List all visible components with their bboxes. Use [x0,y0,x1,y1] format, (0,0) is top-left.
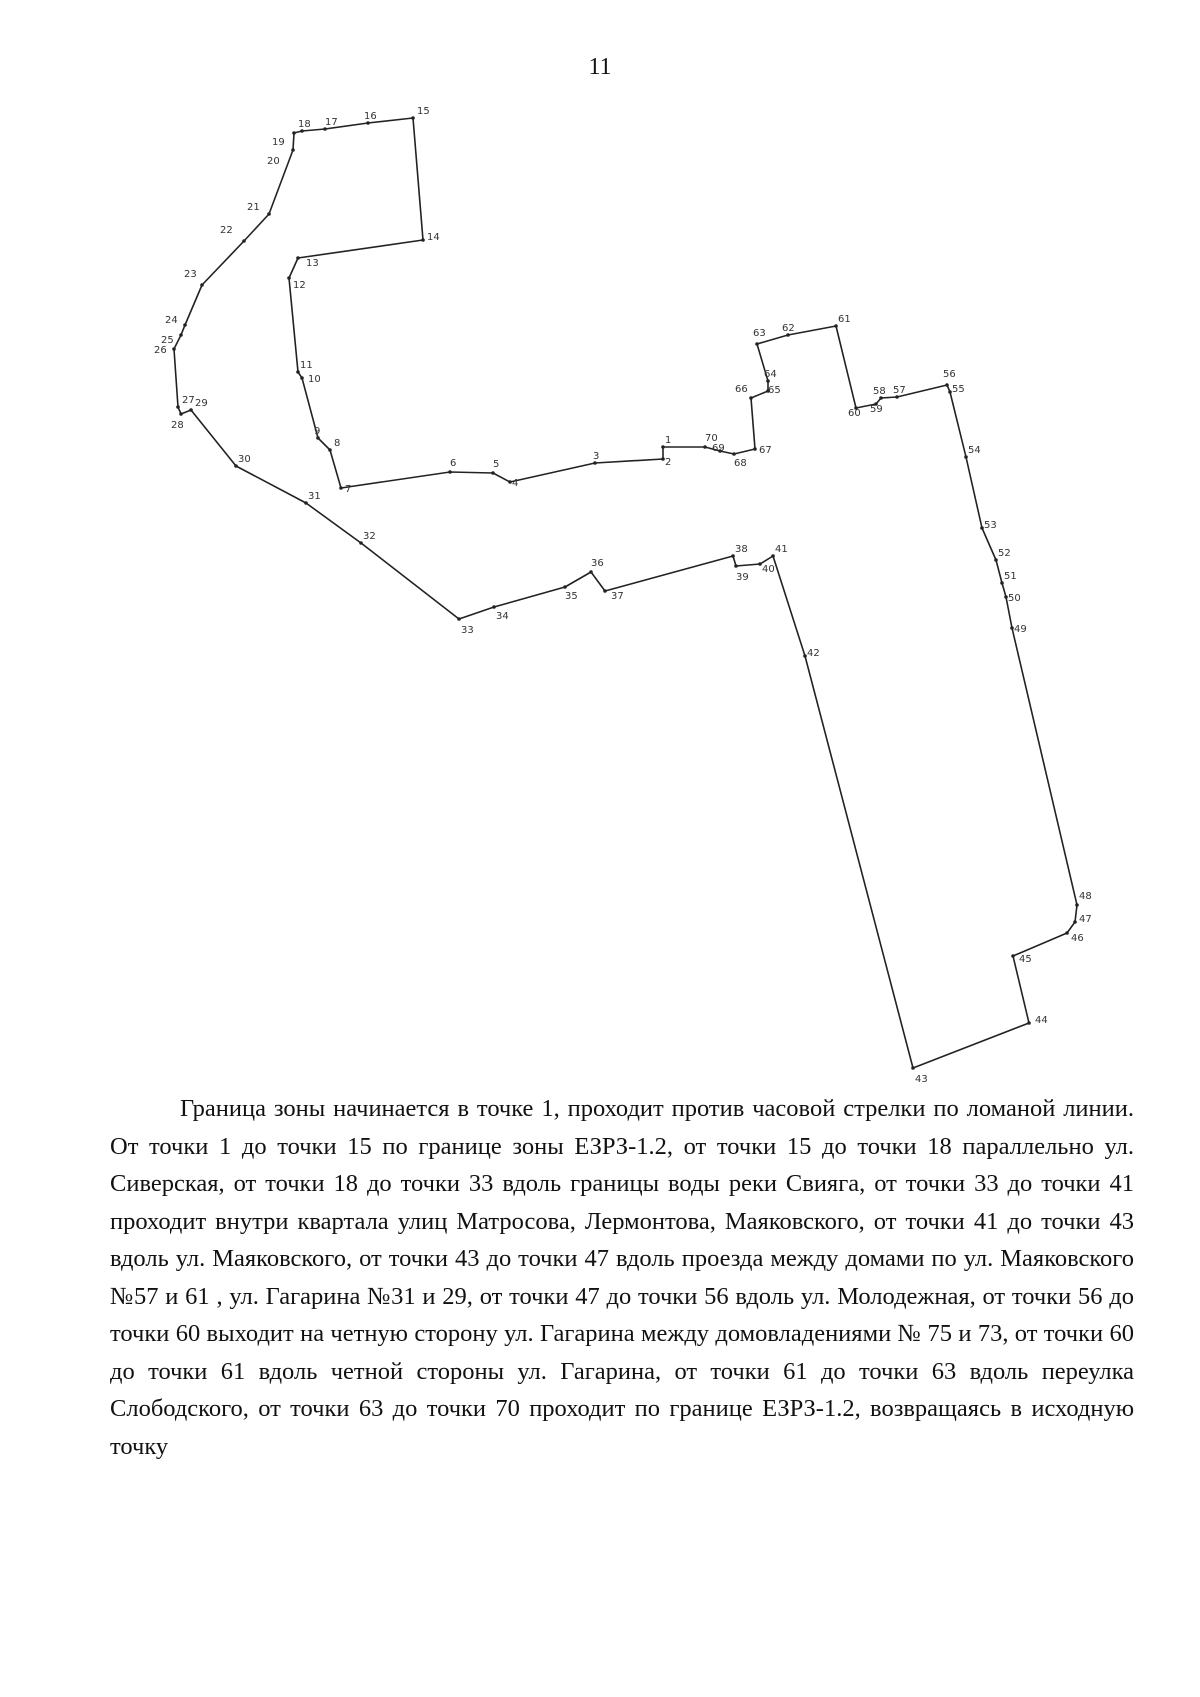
boundary-point-26 [172,347,176,351]
boundary-point-label-37: 37 [611,591,624,602]
boundary-point-label-13: 13 [306,258,319,269]
boundary-point-label-3: 3 [593,451,600,462]
boundary-point-label-57: 57 [893,385,906,396]
boundary-point-label-68: 68 [734,458,747,469]
boundary-point-label-65: 65 [768,385,781,396]
boundary-point-label-50: 50 [1008,593,1021,604]
boundary-point-label-58: 58 [873,386,886,397]
boundary-point-48 [1075,903,1079,907]
boundary-point-label-24: 24 [165,315,178,326]
boundary-point-35 [563,585,567,589]
boundary-point-label-18: 18 [298,119,311,130]
boundary-point-label-35: 35 [565,591,578,602]
boundary-point-label-22: 22 [220,225,233,236]
boundary-point-label-61: 61 [838,314,851,325]
boundary-point-70 [703,445,707,449]
boundary-point-label-26: 26 [154,345,167,356]
boundary-point-44 [1027,1021,1031,1025]
boundary-point-label-41: 41 [775,544,788,555]
zone-boundary-description: Граница зоны начинается в точке 1, проходит против часовой стрелки по ломаной линии. От точки 1 до точки 15 по границе зоны ЕЗРЗ-1.2, от точки 15 до точки 18 параллельно ул. Сиверская, от точки 18 до точки 33 вдоль границы воды реки Свияга, от точки 33 до точки 41 проходит внутри квартала улиц Матросова, Лермонтова, Маяковского, от точки 41 до точки 43 вдоль ул. Маяковского, от точки 43 до точки 47 вдоль проезда между домами по ул. Маяковского №57 и 61 , ул. Гагарина №31 и 29, от точки 47 до точки 56 вдоль ул. Молодежная, от точки 56 до точки 60 выходит на четную сторону ул. Гагарина между домовладениями № 75 и 73, от точки 60 до точки 61 вдоль четной стороны ул. Гагарина, от точки 61 до точки 63 вдоль переулка Слободского, от точки 63 до точки 70 проходит по границе ЕЗРЗ-1.2, возвращаясь в исходную точку [110,1095,1134,1460]
boundary-point-47 [1073,920,1077,924]
boundary-point-label-67: 67 [759,445,772,456]
boundary-point-label-45: 45 [1019,954,1032,965]
boundary-point-label-23: 23 [184,269,197,280]
boundary-point-label-54: 54 [968,445,981,456]
boundary-point-label-19: 19 [272,137,285,148]
boundary-point-6 [448,470,452,474]
boundary-point-10 [300,376,304,380]
boundary-point-29 [189,408,193,412]
boundary-point-label-14: 14 [427,232,440,243]
boundary-point-21 [267,212,271,216]
boundary-point-label-34: 34 [496,611,509,622]
boundary-point-22 [242,239,246,243]
boundary-point-label-4: 4 [512,478,519,489]
boundary-point-label-30: 30 [238,454,251,465]
boundary-point-label-6: 6 [450,458,457,469]
boundary-point-12 [287,276,291,280]
boundary-point-label-62: 62 [782,323,795,334]
boundary-point-20 [291,148,295,152]
boundary-point-label-9: 9 [314,426,321,437]
boundary-point-label-15: 15 [417,106,430,117]
boundary-point-43 [911,1066,915,1070]
boundary-point-label-42: 42 [807,648,820,659]
boundary-point-25 [179,333,183,337]
boundary-point-label-28: 28 [171,420,184,431]
boundary-point-label-10: 10 [308,374,321,385]
boundary-point-label-31: 31 [308,491,321,502]
boundary-point-label-27: 27 [182,395,195,406]
boundary-point-label-36: 36 [591,558,604,569]
boundary-point-label-49: 49 [1014,624,1027,635]
boundary-point-label-69: 69 [712,443,725,454]
boundary-point-label-33: 33 [461,625,474,636]
boundary-point-label-64: 64 [764,369,777,380]
boundary-point-label-20: 20 [267,156,280,167]
boundary-point-label-56: 56 [943,369,956,380]
boundary-point-label-17: 17 [325,117,338,128]
boundary-point-34 [492,605,496,609]
boundary-point-67 [753,447,757,451]
boundary-point-28 [179,412,183,416]
boundary-point-label-12: 12 [293,280,306,291]
boundary-point-label-60: 60 [848,408,861,419]
boundary-point-45 [1011,954,1015,958]
boundary-point-label-2: 2 [665,457,672,468]
boundary-point-label-25: 25 [161,335,174,346]
boundary-point-labels [154,106,1092,1085]
boundary-point-56 [945,383,949,387]
boundary-point-8 [328,448,332,452]
boundary-point-33 [457,617,461,621]
boundary-point-label-1: 1 [665,435,672,446]
boundary-point-68 [732,452,736,456]
boundary-point-66 [749,396,753,400]
boundary-point-14 [421,238,425,242]
boundary-point-label-43: 43 [915,1074,928,1085]
boundary-point-63 [755,342,759,346]
page-number: 11 [588,54,612,80]
boundary-point-label-44: 44 [1035,1015,1048,1026]
boundary-point-label-53: 53 [984,520,997,531]
boundary-point-label-66: 66 [735,384,748,395]
boundary-point-39 [734,564,738,568]
boundary-point-label-38: 38 [735,544,748,555]
boundary-point-27 [176,405,180,409]
boundary-point-label-48: 48 [1079,891,1092,902]
boundary-point-13 [296,256,300,260]
boundary-point-label-63: 63 [753,328,766,339]
boundary-point-label-51: 51 [1004,571,1017,582]
boundary-point-label-46: 46 [1071,933,1084,944]
boundary-point-label-29: 29 [195,398,208,409]
boundary-point-label-52: 52 [998,548,1011,559]
boundary-point-label-21: 21 [247,202,260,213]
boundary-point-label-55: 55 [952,384,965,395]
boundary-point-label-8: 8 [334,438,341,449]
boundary-point-label-7: 7 [345,484,352,495]
boundary-point-label-47: 47 [1079,914,1092,925]
boundary-point-label-39: 39 [736,572,749,583]
boundary-point-7 [339,486,343,490]
boundary-point-37 [603,589,607,593]
boundary-point-label-40: 40 [762,564,775,575]
boundary-point-label-16: 16 [364,111,377,122]
boundary-point-label-70: 70 [705,433,718,444]
boundary-point-5 [491,471,495,475]
boundary-point-label-11: 11 [300,360,313,371]
boundary-point-19 [292,131,296,135]
boundary-point-label-5: 5 [493,459,500,470]
boundary-point-23 [200,283,204,287]
boundary-point-36 [589,570,593,574]
boundary-point-46 [1065,931,1069,935]
boundary-point-15 [411,116,415,120]
boundary-point-24 [183,323,187,327]
boundary-point-label-32: 32 [363,531,376,542]
boundary-point-label-59: 59 [870,404,883,415]
